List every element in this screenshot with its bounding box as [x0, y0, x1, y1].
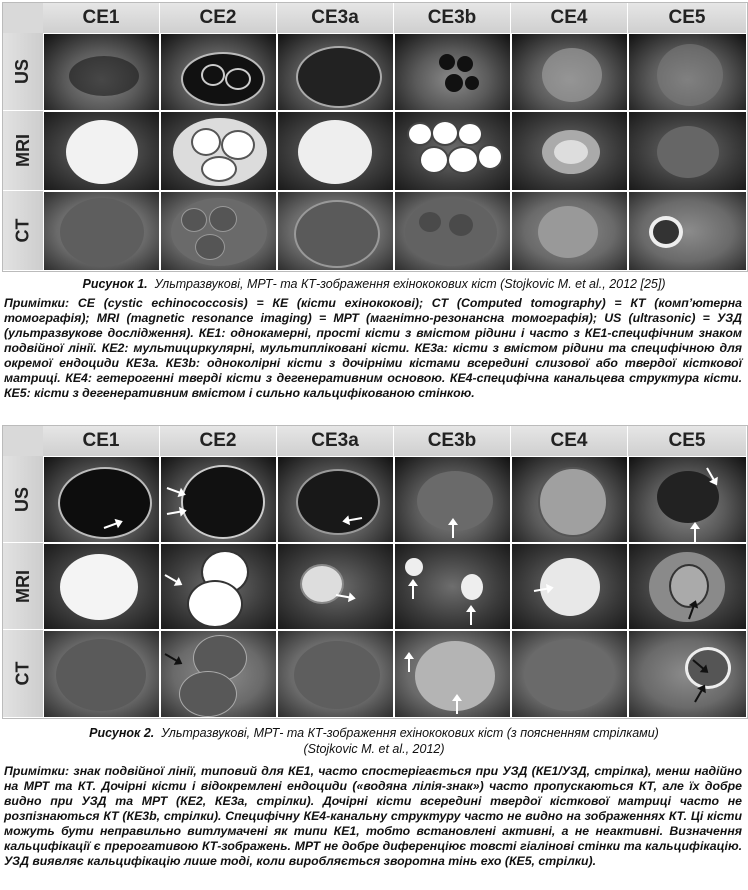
fig1-row-us-label: US: [12, 58, 33, 85]
arrow-icon: [694, 524, 696, 542]
fig2-ct-ce3b-image: [394, 630, 511, 718]
fig1-ct-ce2-image: [160, 191, 277, 271]
figure-1-corner: [3, 3, 43, 33]
fig1-col-ce3a: CE3a: [277, 3, 394, 33]
fig2-mri-ce3b-image: [394, 543, 511, 630]
arrow-icon: [694, 686, 705, 703]
fig2-ct-ce3a-image: [277, 630, 394, 718]
fig2-col-ce5: CE5: [628, 426, 747, 456]
fig1-mri-ce3b-image: [394, 111, 511, 191]
arrow-icon: [167, 487, 185, 495]
arrow-icon: [412, 581, 414, 599]
figure-2-caption-line2: (Stojkovic M. et al., 2012): [303, 742, 445, 756]
fig1-col-ce1: CE1: [43, 3, 160, 33]
fig2-col-ce1: CE1: [43, 426, 160, 456]
figure-2-panel: [2, 425, 748, 719]
fig1-mri-ce2-image: [160, 111, 277, 191]
fig2-mri-ce2-image: [160, 543, 277, 630]
fig1-ct-ce3b-image: [394, 191, 511, 271]
fig2-mri-ce4-image: [511, 543, 628, 630]
fig1-ct-ce4-image: [511, 191, 628, 271]
fig1-row-mri-label: MRI: [12, 134, 33, 167]
figure-2-corner: [3, 426, 43, 456]
fig2-ct-ce1-image: [43, 630, 160, 718]
fig1-row-mri: [3, 111, 43, 191]
fig2-mri-ce3a-image: [277, 543, 394, 630]
fig2-row-mri: [3, 543, 43, 630]
figure-1-panel: [2, 2, 748, 272]
fig2-us-ce1-image: [43, 456, 160, 543]
fig1-us-ce5-image: [628, 33, 747, 111]
fig2-col-ce3a: CE3a: [277, 426, 394, 456]
arrow-icon: [165, 653, 182, 664]
fig2-us-ce5-image: [628, 456, 747, 543]
fig2-col-ce4: CE4: [511, 426, 628, 456]
fig2-us-ce4-image: [511, 456, 628, 543]
fig1-mri-ce3a-image: [277, 111, 394, 191]
figure-1-caption: [0, 276, 748, 292]
fig2-col-ce2: CE2: [160, 426, 277, 456]
arrow-icon: [408, 654, 410, 672]
figure-1-caption-prefix: Рисунок 1.: [82, 277, 148, 291]
fig1-us-ce2-image: [160, 33, 277, 111]
fig2-ct-ce4-image: [511, 630, 628, 718]
fig1-mri-ce1-image: [43, 111, 160, 191]
fig2-row-us: [3, 456, 43, 543]
fig2-us-ce2-image: [160, 456, 277, 543]
figure-2-caption: [0, 725, 748, 757]
fig1-col-ce2: CE2: [160, 3, 277, 33]
figure-1-caption-text: Ультразвукові, МРТ- та КТ-зображення ехінококових кіст (Stojkovic M. et al., 2012 [25]): [154, 277, 666, 291]
fig1-us-ce1-image: [43, 33, 160, 111]
figure-2-notes: Примітки: знак подвійної лінії, типовий для КЕ1, часто спостерігається при УЗД (КЕ1/УЗД, стрілка), менш надійно на МРТ та КТ. Дочірні кісти і відокремлені ендоциди («водяна лілія-знак») часто пропускаються КТ, але їх добре видно при УЗД та МРТ (КЕ2, КЕ3а, стрілки). Дочірні кісти всередині твердої кісткової матриці часто не розпізнаються КТ (КЕ3b, стрілки). Специфічну КЕ4-канальну структуру часто не видно на зображеннях КТ. Ці кісти можуть бути неправильно витлумачені як типи КЕ1, тобто встановлені активні, а не неактивні. Визначення кальцифікації є прерогативою КТ-зображень. МРТ не добре диференціює товсті гіалінові стінки та кальцифікацію. УЗД виявляє кальцифікацію лише тоді, коли виробляється зворотна тінь ехо (КЕ5, стрілки).: [4, 764, 742, 868]
fig1-mri-ce5-image: [628, 111, 747, 191]
arrow-icon: [167, 510, 185, 515]
fig2-ct-ce2-image: [160, 630, 277, 718]
fig1-row-ct-label: CT: [12, 218, 33, 243]
fig1-mri-ce4-image: [511, 111, 628, 191]
fig1-us-ce4-image: [511, 33, 628, 111]
arrow-icon: [470, 607, 472, 625]
fig1-ct-ce1-image: [43, 191, 160, 271]
arrow-icon: [456, 696, 458, 714]
fig1-us-ce3b-image: [394, 33, 511, 111]
arrow-icon: [336, 594, 354, 599]
fig2-row-ct-label: CT: [12, 661, 33, 686]
fig1-col-ce5: CE5: [628, 3, 747, 33]
figure-2-caption-line1: Ультразвукові, МРТ- та КТ-зображення ехінококових кіст (з поясненням стрілками): [161, 726, 659, 740]
fig1-row-ct: [3, 191, 43, 271]
fig1-col-ce3b: CE3b: [394, 3, 511, 33]
fig1-row-us: [3, 33, 43, 111]
fig2-row-mri-label: MRI: [12, 569, 33, 603]
fig2-row-ct: [3, 630, 43, 718]
fig1-col-ce4: CE4: [511, 3, 628, 33]
fig2-mri-ce5-image: [628, 543, 747, 630]
arrow-icon: [452, 520, 454, 538]
fig1-ct-ce5-image: [628, 191, 747, 271]
arrow-icon: [165, 574, 182, 585]
fig2-row-us-label: US: [12, 486, 33, 512]
fig1-us-ce3a-image: [277, 33, 394, 111]
fig2-col-ce3b: CE3b: [394, 426, 511, 456]
fig2-us-ce3a-image: [277, 456, 394, 543]
fig1-ct-ce3a-image: [277, 191, 394, 271]
figure-2-caption-prefix: Рисунок 2.: [89, 726, 155, 740]
fig2-us-ce3b-image: [394, 456, 511, 543]
figure-1-notes: Примітки: CE (cystic echinococcosis) = КЕ (кісти ехінококові); CT (Computed tomography) = КТ (комп’ютерна томографія); MRI (magnetic resonance imaging) = МРТ (магнітно-резонансна томографія); US (ultrasonic) = УЗД (ультразвукове дослідження). КЕ1: однокамерні, прості кісти з вмістом рідини і часто з КЕ1-специфічним знаком подвійної лінії. КЕ2: мультициркулярні, мультипліковані кісти. КЕ3а: кісти з вмістом рідини та специфічною для окремої ендоциди КЕ3а. КЕ3b: одноколірні кісти з дочірніми кістами всередині слизової або твердої кісткової матриці. КЕ4: гетерогенні тверді кісти з дегенеративним основою. КЕ4-специфічна канальцева структура кісти. КЕ5: кісти з дегенеративним вмістом і сильно кальцифікованою стінкою.: [4, 296, 742, 400]
fig2-ct-ce5-image: [628, 630, 747, 718]
fig2-mri-ce1-image: [43, 543, 160, 630]
